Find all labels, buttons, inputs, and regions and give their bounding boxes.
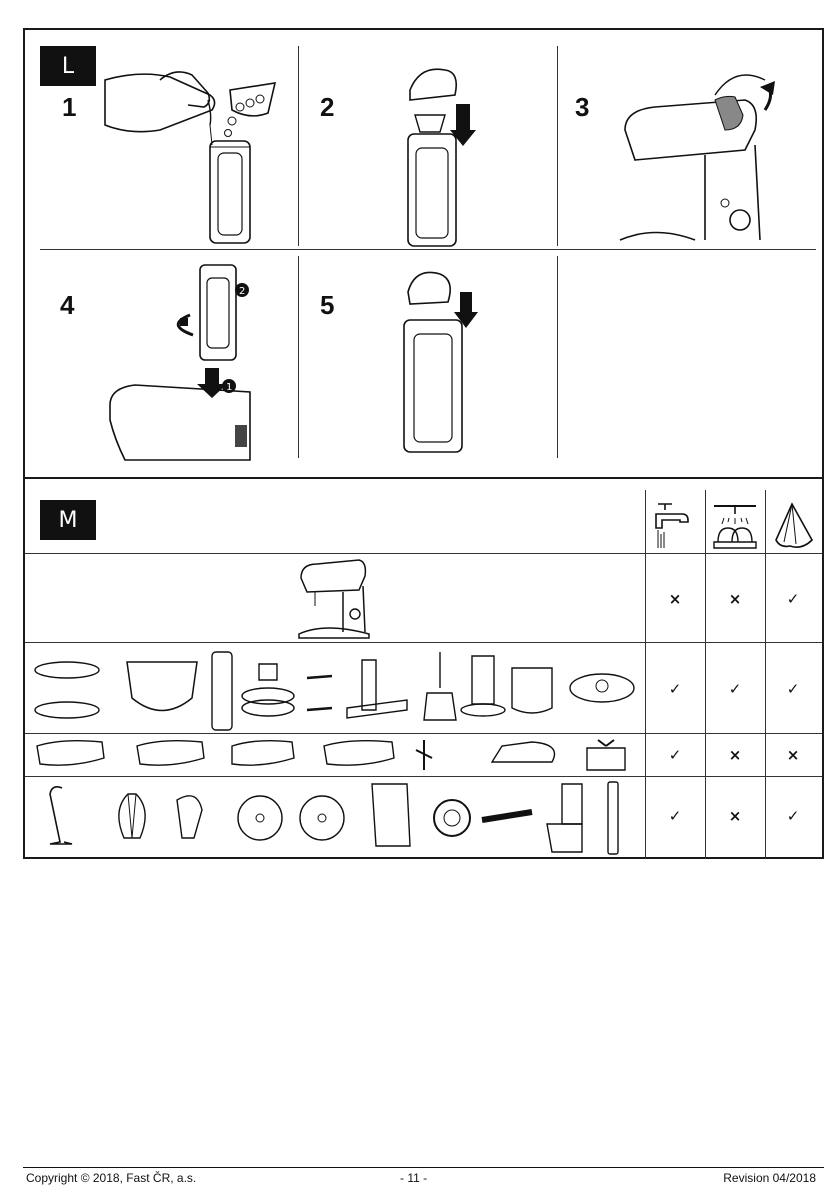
step4-illustration: [105, 260, 255, 460]
step-number-1: 1: [62, 92, 77, 122]
faucet-icon: [652, 500, 698, 552]
step5-illustration: [400, 262, 500, 457]
step1-illustration: [100, 55, 290, 250]
mark-r1-c1: ×: [668, 590, 682, 608]
section-m-tag: M: [40, 500, 96, 540]
table-column-divider: [645, 490, 646, 859]
mark-r3-c1: ✓: [668, 746, 682, 764]
mark-r2-c2: ✓: [728, 680, 742, 698]
mark-r4-c1: ✓: [668, 807, 682, 825]
divider: [557, 256, 558, 458]
step2-illustration: [400, 60, 500, 250]
mixer-base-illustration: [295, 556, 375, 640]
mark-r1-c3: ✓: [786, 590, 800, 608]
section-l-tag: L: [40, 46, 96, 86]
mark-r2-c1: ✓: [668, 680, 682, 698]
mark-r1-c2: ×: [728, 590, 742, 608]
step-number-5: 5: [320, 290, 335, 320]
table-column-divider: [765, 490, 766, 859]
divider: [298, 256, 299, 458]
accessories-row-3: [32, 736, 637, 774]
mark-r4-c3: ✓: [786, 807, 800, 825]
cloth-icon: [772, 500, 818, 552]
mark-r4-c2: ×: [728, 807, 742, 825]
table-row-divider: [25, 553, 822, 554]
accessories-row-4: [32, 780, 637, 856]
dishwasher-icon: [710, 500, 760, 552]
footer-copyright: Copyright © 2018, Fast ČR, a.s.: [26, 1171, 197, 1185]
step3-illustration: [615, 55, 815, 247]
footer-rule: [23, 1167, 824, 1168]
table-column-divider: [705, 490, 706, 859]
step-number-3: 3: [575, 92, 590, 122]
divider: [557, 46, 558, 246]
step-number-4: 4: [60, 290, 75, 320]
table-row-divider: [25, 733, 822, 734]
footer-page-number: - 11 -: [400, 1171, 428, 1185]
svg-text:1: 1: [226, 382, 233, 393]
svg-text:2: 2: [239, 286, 246, 297]
step-number-2: 2: [320, 92, 335, 122]
mark-r2-c3: ✓: [786, 680, 800, 698]
mark-r3-c3: ×: [786, 746, 800, 764]
divider: [298, 46, 299, 246]
table-row-divider: [25, 776, 822, 777]
footer-revision: Revision 04/2018: [723, 1171, 816, 1185]
accessories-row-2: [32, 648, 637, 732]
mark-r3-c2: ×: [728, 746, 742, 764]
table-row-divider: [25, 642, 822, 643]
